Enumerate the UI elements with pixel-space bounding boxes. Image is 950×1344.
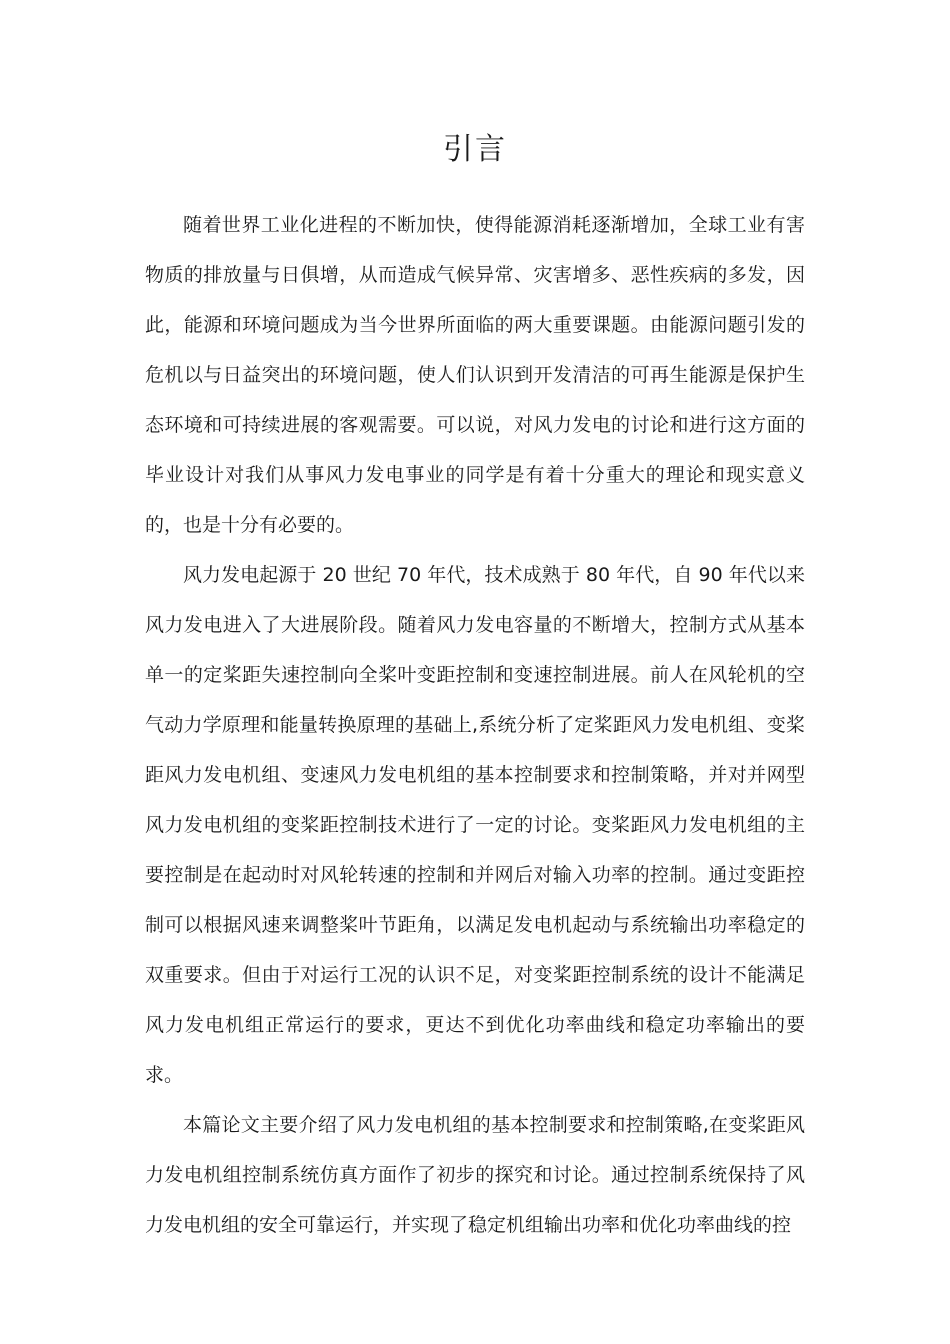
document-body xyxy=(145,200,805,1250)
paragraph-3: 本篇论文主要介绍了风力发电机组的基本控制要求和控制策略,在变桨距风力发电机组控制系统仿真方面作了初步的探究和讨论。通过控制系统保持了风力发电机组的安全可靠运行，并实现了稳定机组输出功率和优化功率曲线的控 xyxy=(145,1114,805,1236)
paragraph-1: 随着世界工业化进程的不断加快，使得能源消耗逐渐增加，全球工业有害物质的排放量与日俱增，从而造成气候异常、灾害增多、恶性疾病的多发，因此，能源和环境问题成为当今世界所面临的两大重要课题。由能源问题引发的危机以与日益突出的环境问题，使人们认识到开发清洁的可再生能源是保护生态环境和可持续进展的客观需要。可以说，对风力发电的讨论和进行这方面的毕业设计对我们从事风力发电事业的同学是有着十分重大的理论和现实意义的，也是十分有必要的。 xyxy=(145,214,805,536)
page-title: 引言 xyxy=(443,132,507,167)
paragraph-2: 风力发电起源于 20 世纪 70 年代，技术成熟于 80 年代，自 90 年代以来风力发电进入了大进展阶段。随着风力发电容量的不断增大，控制方式从基本单一的定桨距失速控制向全桨叶变距控制和变速控制进展。前人在风轮机的空气动力学原理和能量转换原理的基础上,系统分析了定桨距风力发电机组、变桨距风力发电机组、变速风力发电机组的基本控制要求和控制策略，并对并网型风力发电机组的变桨距控制技术进行了一定的讨论。变桨距风力发电机组的主要控制是在起动时对风轮转速的控制和并网后对输入功率的控制。通过变距控制可以根据风速来调整桨叶节距角，以满足发电机起动与系统输出功率稳定的双重要求。但由于对运行工况的认识不足，对变桨距控制系统的设计不能满足风力发电机组正常运行的要求，更达不到优化功率曲线和稳定功率输出的要求。 xyxy=(145,564,805,1086)
